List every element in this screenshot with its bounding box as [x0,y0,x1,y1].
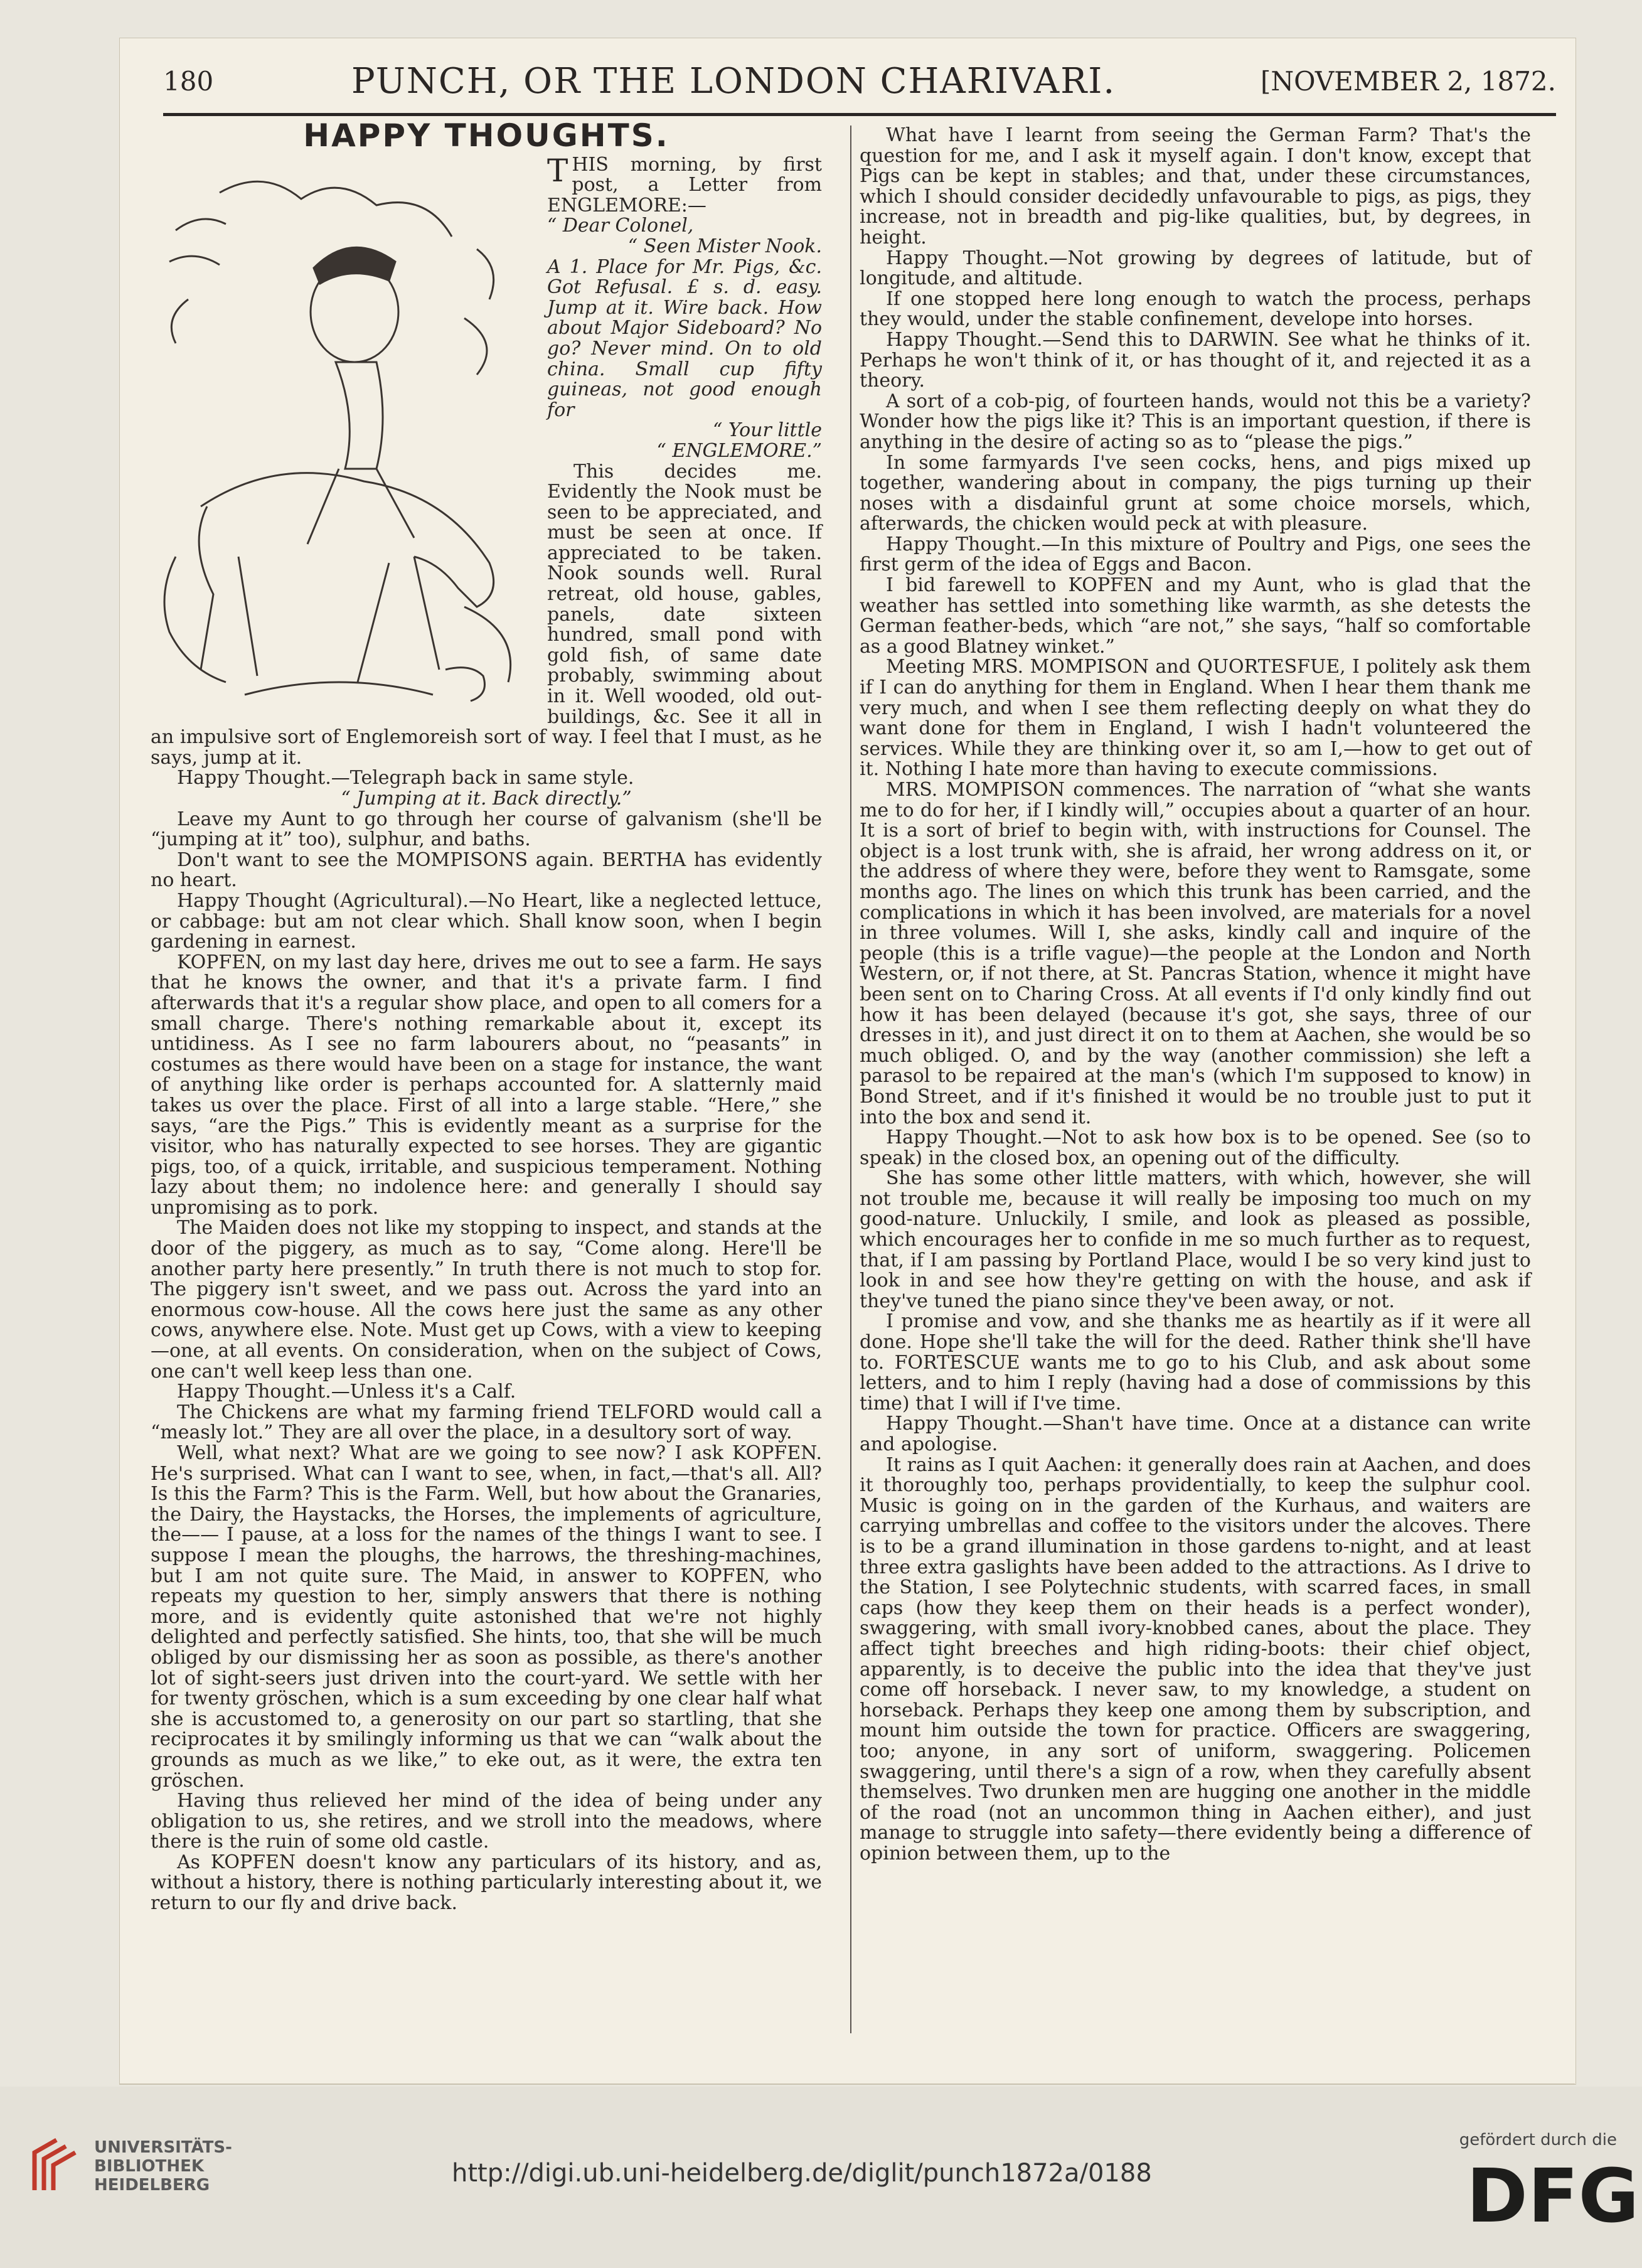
paragraph: What have I learnt from seeing the German Farm? That's the question for me, and I ask it myself again. I don't know, except that Pigs can be kept in stables; and that, under these circumstances, which I should consider decidedly unfavourable to pigs, as pigs, they increase, not in breadth and pig-like qualities, but, by degrees, in height. [860,124,1531,249]
paragraph-text: HIS morning, by first post, a Letter from ENGLEMORE:— [547,153,822,217]
issue-date: [NOVEMBER 2, 1872. [1261,66,1556,97]
library-name-line: UNIVERSITÄTS- [94,2138,232,2157]
paragraph: Leave my Aunt to go through her course of galvanism (she'll be “jumping at it” too), sulphur, and baths. [151,808,822,851]
dfg-logo-icon [1466,2153,1639,2239]
library-name-line: HEIDELBERG [94,2176,210,2195]
running-title: PUNCH, OR THE LONDON CHARIVARI. [351,61,1116,102]
paragraph: The Maiden does not like my stopping to inspect, and stands at the door of the piggery, as much as to say, “Come along. Here'll be another party here presently.” In truth there is not much to stop for. The piggery isn't sweet, and we pass out. Across the yard into an enormous cow-house. All the cows here just the same as any other cows, anywhere else. Note. Must get up Cows, with a view to keeping—one, at all events. On consideration, when on the subject of Cows, one can't well keep less than one. [151,1217,822,1383]
right-column [860,126,1531,2033]
paragraph: If one stopped here long enough to watch the process, perhaps they would, under the stable confinement, develope into horses. [860,287,1531,331]
paragraph: A sort of a cob-pig, of fourteen hands, would not this be a variety? Wonder how the pigs like it? This is an important question, if there is anything in the desire of acting so as to “please the pigs.” [860,390,1531,453]
paragraph: Happy Thought.—Send this to DARWIN. See what he thinks of it. Perhaps he won't think of it, or has thought of it, and rejected it as a theory. [860,328,1531,392]
letter-signature: “ Seen Mister Nook. [627,235,822,257]
paragraph: As KOPFEN doesn't know any particulars of its history, and as, without a history, there is nothing particularly interesting about it, we return to our fly and drive back. [151,1851,822,1915]
paragraph: Happy Thought (Agricultural).—No Heart, like a neglected lettuce, or cabbage: but am not clear which. Shall know soon, when I begin gardening in earnest. [151,889,822,953]
paragraph: She has some other little matters, with which, however, she will not trouble me, because it will really be imposing too much on my good-nature. Unluckily, I smile, and look as pleased as possible, which encourages her to confide in me so much further as to request, that, if I am passing by Portland Place, would I be so very kind just to look in and see how they're getting on with the house, and ask if they've tuned the piano since they've been away, or not. [860,1167,1531,1312]
letter-text: A 1. Place for Mr. Pigs, &c. Got Refusal. £ s. d. easy. Jump at it. Wire back. How about Major Sideboard? No go? Never mind. On to old china. Small cup fifty guineas, not good enough for [547,255,822,421]
left-column [151,117,822,2033]
paragraph: The Chickens are what my farming friend TELFORD would call a “measly lot.” They are all over the place, in a desultory sort of way. [151,1401,822,1444]
paragraph: Having thus relieved her mind of the idea of being under any obligation to us, she retires, and we stroll into the meadows, where there is the ruin of some old castle. [151,1790,822,1853]
paragraph: MRS. MOMPISON commences. The narration of “what she wants me to do for her, if I kindly will,” occupies about a quarter of an hour. It is a sort of brief to begin with, with instructions for Counsel. The object is a lost trunk with, she is afraid, her wrong address on it, or the address of where they were, before they went to Ramsgate, some months ago. The lines on which this trunk has been carried, and the complications in which it has been involved, are materials for a novel in three volumes. Will I, she asks, kindly call and inquire of the people (this is a trifle vague)—the people at the London and North Western, or, if not there, at St. Pancras Station, whence it might have been sent on to Charing Cross. At all events if I'd only kindly find out how it has been delayed (because it's got, she says, three of our dresses in it), and just direct it on to them at Aachen, she would be so much obliged. O, and by the way (another commission) she left a parasol to be repaired at the man's (which I'm supposed to know) in Bond Street, and if it's finished it would be no trouble just to put it into the box and send it. [860,779,1531,1128]
page-header [163,60,1556,116]
university-library-name [94,2138,232,2195]
paragraph: This decides me. Evidently the Nook must be seen to be appreciated, and must be seen at once. If appreciated to be taken. Nook sounds well. Rural retreat, old house, gables, panels, date sixteen hundred, small pond with gold fish, of same date probably, swimming about in it. Well wooded, old out-buildings, &c. See it all in an impulsive sort of Englemoreish sort of way. I feel that I must, as he says, jump at it. [151,460,822,769]
dfg-logo-text: DFG [1466,2153,1639,2239]
paragraph: I promise and vow, and she thanks me as heartily as if it were all done. Hope she'll take the will for the deed. Rather think she'll have to. FORTESCUE wants me to go to his Club, and ask about some letters, and to him I reply (having had a dose of commissions by this time) that I will if I've time. [860,1310,1531,1415]
paragraph: In some farmyards I've seen cocks, hens, and pigs mixed up together, wandering about in company, the pigs turning up their noses with a disdainful grunt at some choice morsels, which, afterwards, the chicken would peck at with pleasure. [860,451,1531,535]
paragraph: It rains as I quit Aachen: it generally does rain at Aachen, and does it thoroughly too, perhaps providentially, to keep the sulphur cool. Music is going on in the garden of the Kurhaus, and waiters are carrying umbrellas and coffee to the visitors under the alcoves. There is to be a grand illumination in those gardens to-night, and at least three extra gaslights have been added to the attractions. As I drive to the Station, I see Polytechnic students, with scarred faces, in small caps (how they keep them on their heads is a perfect wonder), swaggering, with small ivory-knobbed canes, about the place. They affect tight breeches and high riding-boots: their chief object, apparently, is to deceive the public into the idea that they've just come off horseback. I never saw, to my knowledge, a student on horseback. Perhaps they keep one among them by subscription, and mount him outside the town for practice. Officers are swaggering, too; anyone, in any sort of uniform, swaggering. Policemen swaggering, until there's a sign of a row, when they carefully absent themselves. Two drunken men are hugging one another in the middle of the road (not an uncommon thing in Aachen either), and just manage to struggle into safety—there evidently being a difference of opinion between them, up to the [860,1453,1531,1864]
paragraph: KOPFEN, on my last day here, drives me out to see a farm. He says that he knows the owner, and that it's a private farm. I find afterwards that it's a regular show place, and open to all comers for a small charge. There's nothing remarkable about it, except its untidiness. As I see no farm labourers about, no “peasants” in costumes as there would have been on a stage for instance, the want of anything like order is perhaps accounted for. A slatternly maid takes us over the place. First of all into a large stable. “Here,” she says, “are the Pigs.” This is evidently meant as a surprise for the visitor, who has naturally expected to see horses. They are gigantic pigs, too, of a quick, irritable, and suspicious temperament. Nothing lazy about them; no indolence here: and generally I should say unpromising as to pork. [151,951,822,1219]
letter-text: “ Dear Colonel, [547,215,694,237]
telegram-text: “ Jumping at it. Back directly.” [341,788,632,810]
page-number: 180 [163,66,214,97]
rider-on-horse-illustration [151,155,533,707]
article-title: HAPPY THOUGHTS. [303,117,669,154]
illustration-drawing [151,155,533,707]
letter-signature: “ Your little [713,419,822,442]
paragraph: Happy Thought.—Not to ask how box is to be opened. See (so to speak) in the closed box, an opening out of the difficulty. [860,1126,1531,1169]
digitization-footer [0,2087,1642,2268]
university-library-logo-icon [28,2134,85,2196]
paragraph: Well, what next? What are we going to see now? I ask KOPFEN. He's surprised. What can I want to see, when, in fact,—that's all. All? Is this the Farm? This is the Farm. Well, but how about the Granaries, the Dairy, the Haystacks, the Horses, the implements of agriculture, the—— I pause, at a loss for the names of the things I want to see. I suppose I mean the ploughs, the harrows, the threshing-machines, but I am not quite sure. The Maid, in answer to KOPFEN, who repeats my question to her, simply answers that there is nothing more, and is evidently quite astonished that we're not highly delighted and perfectly satisfied. She hints, too, that she will be much obliged by our dismissing her as soon as possible, as there's another lot of sight-seers just driven into the court-yard. We settle with her for twenty gröschen, which is a sum exceeding by one clear half what she is accustomed to, a generosity on our part so startling, that she reciprocates it by smilingly informing us that we can “walk about the grounds as much as we like,” to eke out, as it were, the extra ten gröschen. [151,1442,822,1792]
paragraph: Happy Thought.—Shan't have time. Once at a distance can write and apologise. [860,1413,1531,1455]
right-column-text [860,126,1531,1864]
source-url-link[interactable]: http://digi.ub.uni-heidelberg.de/diglit/punch1872a/0188 [452,2159,1152,2188]
paragraph: Happy Thought.—In this mixture of Poultry and Pigs, one sees the first germ of the idea of Eggs and Bacon. [860,533,1531,576]
drop-cap: T [547,152,568,189]
paragraph: Happy Thought.—Not growing by degrees of latitude, but of longitude, and altitude. [860,247,1531,290]
footer-divider [119,2083,1575,2085]
paragraph: Don't want to see the MOMPISONS again. BERTHA has evidently no heart. [151,848,822,892]
paragraph: I bid farewell to KOPFEN and my Aunt, who is glad that the weather has settled into something like warmth, as she detests the German feather-beds, which “are not,” she says, “half so comfortable as a good Blatney winket.” [860,574,1531,658]
library-name-line: BIBLIOTHEK [94,2157,205,2176]
funded-by-label: gefördert durch die [1459,2131,1617,2149]
paragraph: Happy Thought.—Unless it's a Calf. [177,1381,516,1403]
paragraph: Meeting MRS. MOMPISON and QUORTESFUE, I politely ask them if I can do anything for them in England. When I hear them thank me very much, and when I see them reflecting deeply on what they do want done for them in England, I wish I hadn't volunteered the services. While they are thinking over it, so am I,—how to get out of it. Nothing I hate more than having to execute commissions. [860,656,1531,781]
paragraph: Happy Thought.—Telegraph back in same style. [177,767,634,789]
letter-signature: “ ENGLEMORE.” [656,439,822,462]
column-divider [850,126,851,2033]
